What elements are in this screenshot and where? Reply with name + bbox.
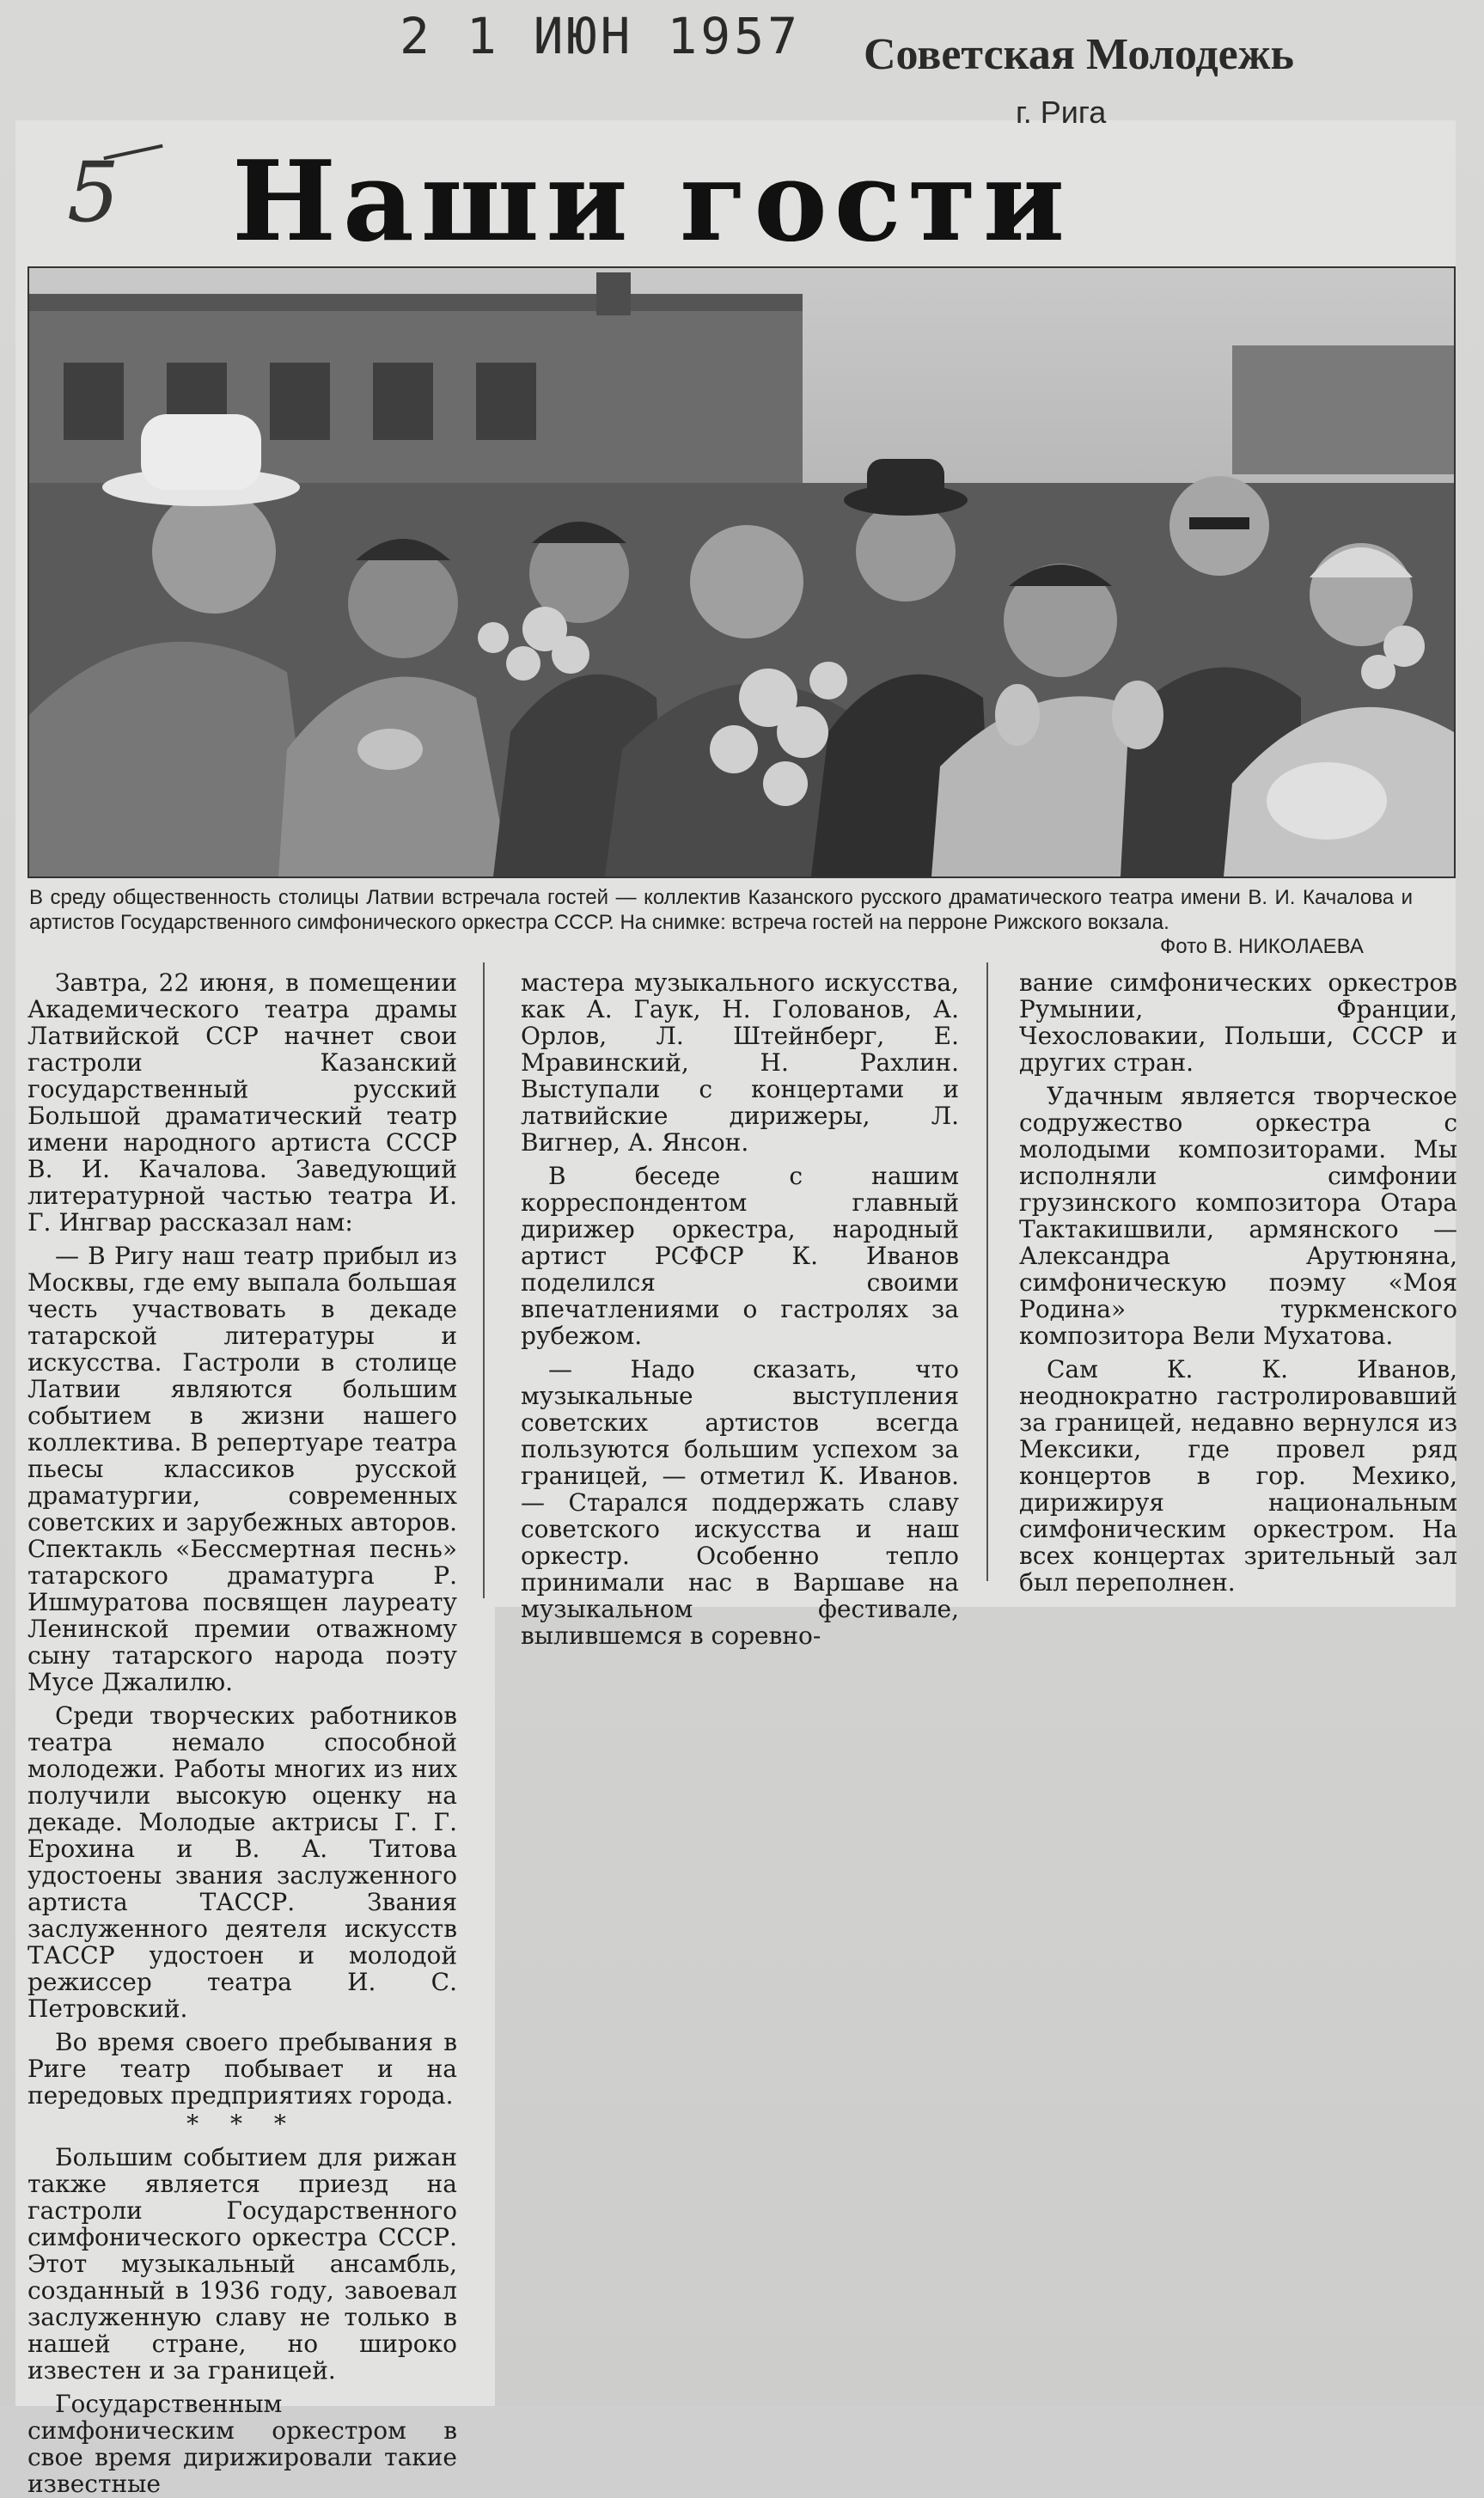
date-stamp: 2 1 ИЮН 1957 bbox=[400, 7, 802, 65]
photo-credit: Фото В. НИКОЛАЕВА bbox=[1160, 935, 1364, 958]
paragraph: — В Ригу наш театр прибыл из Москвы, где ему выпала большая честь участвовать в декаде татарской литературы и искусства. Гастроли в столице Латвии являются большим событием в жизни нашего коллектива. В репертуаре театра пьесы классиков русской драматургии, современных советских и зарубежных авторов. Спектакль «Бессмертная песнь» татарского драматурга Р. Ишмуратова посвящен лауреату Ленинской премии отважному сыну татарского народа поэту Мусе Джалилю. bbox=[27, 1242, 457, 1696]
section-separator: * * * bbox=[186, 2110, 298, 2138]
newspaper-stamp: Советская Молодежь bbox=[864, 30, 1294, 79]
photo-caption: В среду общественность столицы Латвии встречала гостей — коллектив Казанского русского драматического театра имени В. И. Качалова и артистов Государственного симфонического оркестра СССР. На снимке: встреча гостей на перроне Рижского вокзала. bbox=[29, 886, 1413, 934]
city-stamp: г. Рига bbox=[1016, 95, 1107, 130]
paragraph: Большим событием для рижан также является приезд на гастроли Государственного симфонического оркестра СССР. Этот музыкальный ансамбль, созданный в 1936 году, завоевал заслуженную славу не только в нашей стране, но широко известен и за границей. bbox=[27, 2143, 457, 2385]
column-rule bbox=[483, 962, 485, 1598]
paragraph: мастера музыкального искусства, как А. Гаук, Н. Голованов, А. Орлов, Л. Штейнберг, Е. Мравинский, Н. Рахлин. Выступали с концертами и латвийские дирижеры, Л. Вигнер, А. Янсон. bbox=[521, 968, 959, 1157]
paragraph: вание симфонических оркестров Румынии, Франции, Чехословакии, Польши, СССР и других стран. bbox=[1019, 968, 1457, 1077]
paragraph: Во время своего пребывания в Риге театр побывает и на передовых предприятиях города. bbox=[27, 2028, 457, 2110]
paragraph: Государственным симфоническим оркестром в свое время дирижировали такие известные bbox=[27, 2390, 457, 2498]
article-column-3 bbox=[1019, 969, 1457, 1596]
article-column-1 bbox=[27, 969, 457, 2497]
paragraph: В беседе с нашим корреспондентом главный дирижер оркестра, народный артист РСФСР К. Иванов поделился своими впечатлениями о гастролях за рубежом. bbox=[521, 1162, 959, 1350]
paragraph: — Надо сказать, что музыкальные выступления советских артистов всегда пользуются большим успехом за границей, — отметил К. Иванов. — Старался поддержать славу советского искусства и наш оркестр. Особенно тепло принимали нас в Варшаве на музыкальном фестивале, вылившемся в соревно- bbox=[521, 1355, 959, 1650]
archive-number: 5 bbox=[67, 144, 120, 241]
photo-illustration bbox=[29, 268, 1454, 876]
headline: Наши гости bbox=[232, 137, 1072, 266]
article-column-2 bbox=[521, 969, 959, 1649]
paragraph: Завтра, 22 июня, в помещении Академического театра драмы Латвийской ССР начнет свои гастроли Казанский государственный русский Большой драматический театр имени народного артиста СССР В. И. Качалова. Заведующий литературной частью театра И. Г. Ингвар рассказал нам: bbox=[27, 968, 457, 1237]
paragraph: Удачным является творческое содружество оркестра с молодыми композиторами. Мы исполняли симфонии грузинского композитора Отара Тактакишвили, армянского — Александра Арутюняна, симфоническую поэму «Моя Родина» туркменского композитора Вели Мухатова. bbox=[1019, 1082, 1457, 1350]
photo-crowd-at-station bbox=[27, 266, 1456, 878]
paragraph: Сам К. К. Иванов, неоднократно гастролировавший за границей, недавно вернулся из Мексики, где провел ряд концертов в гор. Мехико, дирижируя национальным симфоническим оркестром. На всех концертах зрительный зал был переполнен. bbox=[1019, 1355, 1457, 1597]
paragraph: Среди творческих работников театра немало способной молодежи. Работы многих из них получили высокую оценку на декаде. Молодые актрисы Г. Г. Ерохина и В. А. Титова удостоены звания заслуженного артиста ТАССР. Звания заслуженного деятеля искусств ТАССР удостоен и молодой режиссер театра И. С. Петровский. bbox=[27, 1701, 457, 2023]
column-rule bbox=[986, 962, 988, 1581]
